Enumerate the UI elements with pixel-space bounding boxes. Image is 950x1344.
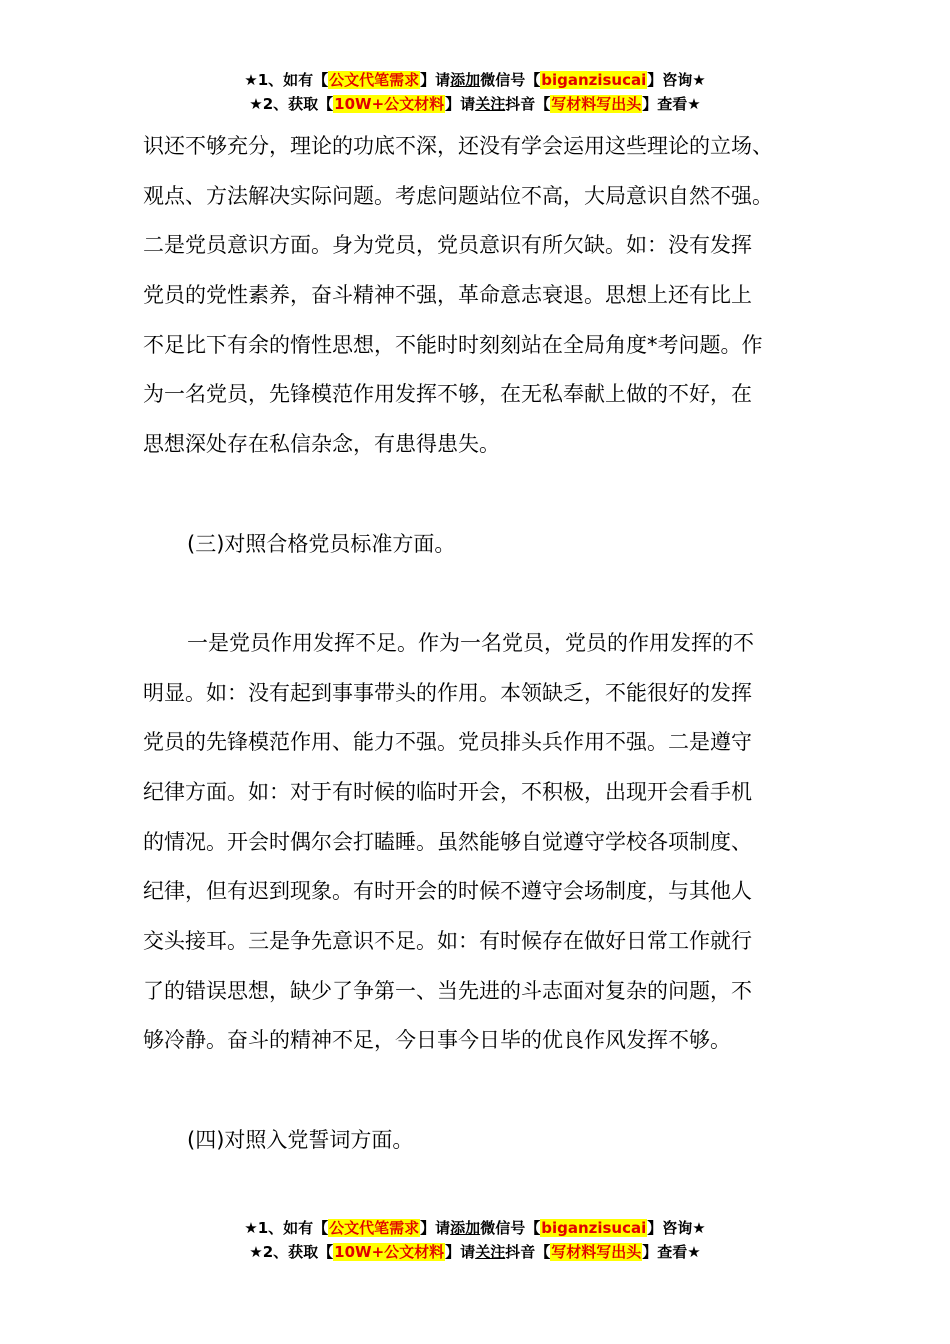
banner-line-1: ★1、如有【公文代笔需求】请添加微信号【biganzisucai】咨询★ — [244, 1219, 706, 1237]
paragraph-spacer — [143, 470, 823, 520]
paragraph-line: 明显。如：没有起到事事带头的作用。本领缺乏，不能很好的发挥 — [143, 680, 752, 705]
highlight-douyin-id: 写材料写出头 — [551, 1243, 642, 1261]
highlight-douyin-id: 写材料写出头 — [551, 95, 642, 113]
document-body — [143, 122, 823, 1165]
section-heading: (四)对照入党誓词方面。 — [187, 1127, 414, 1152]
highlight-service: 公文代笔需求 — [329, 1219, 420, 1237]
highlight-materials: 10W+公文材料 — [334, 1243, 445, 1261]
paragraph-line: 纪律方面。如：对于有时候的临时开会，不积极，出现开会看手机 — [143, 779, 752, 804]
paragraph-line: 够冷静。奋斗的精神不足，今日事今日毕的优良作风发挥不够。 — [143, 1028, 731, 1053]
star-icon: ★ — [244, 71, 258, 89]
highlight-wechat-id: biganzisucai — [541, 71, 647, 89]
star-icon: ★ — [687, 1243, 701, 1261]
paragraph-line: 了的错误思想，缺少了争第一、当先进的斗志面对复杂的问题，不 — [143, 978, 752, 1003]
paragraph-line: 党员的党性素养，奋斗精神不强，革命意志衰退。思想上还有比上 — [143, 283, 752, 308]
banner-line-1: ★1、如有【公文代笔需求】请添加微信号【biganzisucai】咨询★ — [244, 71, 706, 89]
paragraph-line: 的情况。开会时偶尔会打瞌睡。虽然能够自觉遵守学校各项制度、 — [143, 829, 752, 854]
paragraph-spacer — [143, 1066, 823, 1116]
paragraph-line: 观点、方法解决实际问题。考虑问题站位不高，大局意识自然不强。 — [143, 183, 773, 208]
paragraph-spacer — [143, 569, 823, 619]
star-icon: ★ — [244, 1219, 258, 1237]
paragraph-line: 一是党员作用发挥不足。作为一名党员，党员的作用发挥的不 — [187, 630, 754, 655]
paragraph-line: 不足比下有余的惰性思想，不能时时刻刻站在全局角度*考问题。作 — [143, 332, 763, 357]
banner-line-2: ★2、获取【10W+公文材料】请关注抖音【写材料写出头】查看★ — [249, 95, 701, 113]
highlight-service: 公文代笔需求 — [329, 71, 420, 89]
paragraph-line: 为一名党员，先锋模范作用发挥不够，在无私奉献上做的不好，在 — [143, 382, 752, 407]
footer-banner — [0, 1216, 950, 1264]
paragraph-line: 纪律，但有迟到现象。有时开会的时候不遵守会场制度，与其他人 — [143, 879, 752, 904]
paragraph-line: 识还不够充分，理论的功底不深，还没有学会运用这些理论的立场、 — [143, 134, 773, 158]
star-icon: ★ — [692, 71, 706, 89]
paragraph-line: 思想深处存在私信杂念，有患得患失。 — [143, 432, 500, 457]
header-banner — [0, 68, 950, 116]
paragraph-line: 二是党员意识方面。身为党员，党员意识有所欠缺。如：没有发挥 — [143, 233, 752, 258]
highlight-wechat-id: biganzisucai — [541, 1219, 647, 1237]
star-icon: ★ — [249, 95, 263, 113]
banner-line-2: ★2、获取【10W+公文材料】请关注抖音【写材料写出头】查看★ — [249, 1243, 701, 1261]
paragraph-line: 交头接耳。三是争先意识不足。如：有时候存在做好日常工作就行 — [143, 929, 752, 953]
section-heading: (三)对照合格党员标准方面。 — [187, 531, 456, 556]
highlight-materials: 10W+公文材料 — [334, 95, 445, 113]
star-icon: ★ — [249, 1243, 263, 1261]
star-icon: ★ — [687, 95, 701, 113]
star-icon: ★ — [692, 1219, 706, 1237]
paragraph-line: 党员的先锋模范作用、能力不强。党员排头兵作用不强。二是遵守 — [143, 730, 752, 755]
